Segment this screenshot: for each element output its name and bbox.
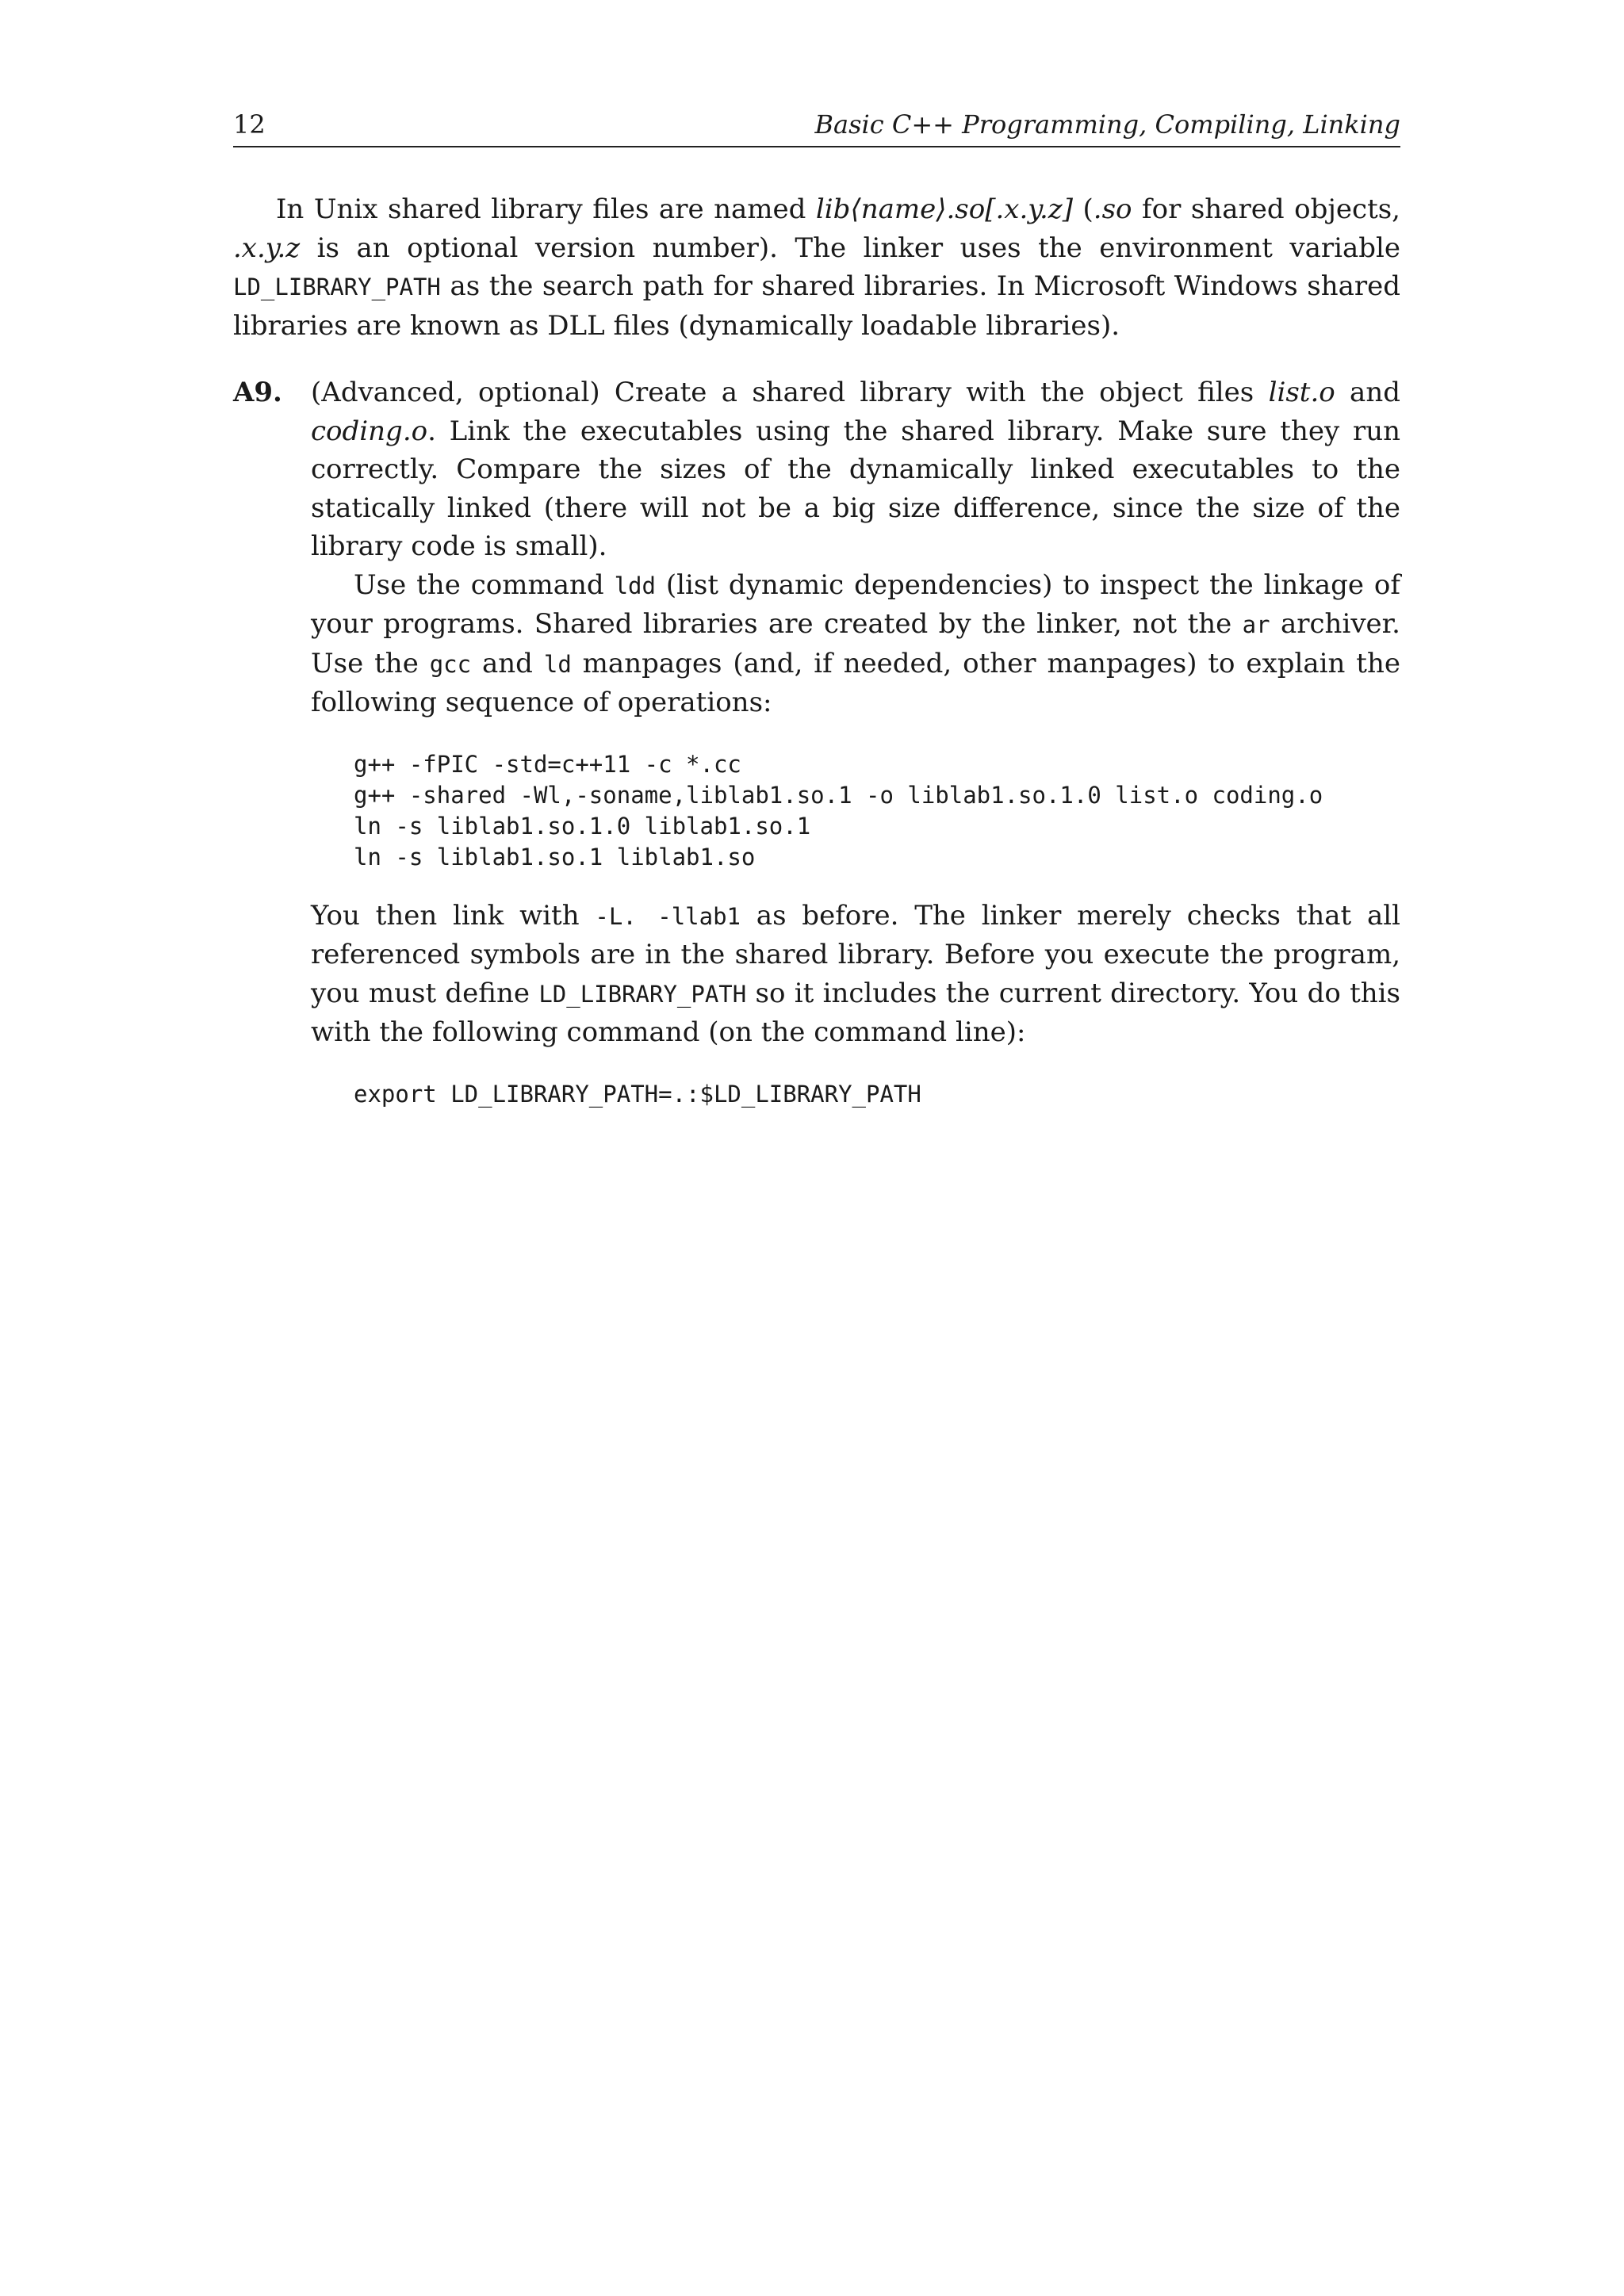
ld-code: ld	[543, 650, 572, 678]
lib-suffix: .so[.x.y.z]	[946, 193, 1073, 225]
lib-name: lib	[815, 193, 851, 225]
text-run: is an optional version number). The linker uses the environment variable	[300, 232, 1400, 264]
text-run: as before. The linker merely checks that all referenced symbols are in the shared library. Before you execute the program, you must define	[311, 899, 1400, 1009]
text-run: manpages (and, if needed, other manpages) to explain the following sequence of operations:	[311, 647, 1400, 718]
intro-paragraph	[233, 190, 1400, 345]
exercise-a9	[233, 373, 1400, 1134]
version-suffix: .x.y.z	[233, 232, 301, 264]
ar-code: ar	[1242, 611, 1270, 638]
so-extension: .so	[1093, 193, 1132, 225]
text-run: and	[471, 647, 544, 679]
text-run: so it includes the current directory. You do this with the following command (on the command line):	[311, 977, 1400, 1048]
file-list-o: list.o	[1268, 377, 1335, 408]
text-run: archiver. Use the	[311, 608, 1400, 679]
page-content	[233, 190, 1400, 1134]
text-run: for shared objects,	[1132, 193, 1400, 225]
text-run: You then link with	[311, 899, 596, 932]
ldd-code: ldd	[614, 572, 656, 599]
text-run: as the search path for shared libraries. In Microsoft Windows shared libraries are known as DLL files (dynamically loadable libraries).	[233, 270, 1400, 342]
env-var-code: LD_LIBRARY_PATH	[538, 980, 747, 1008]
link-flags-code: -L. -llab1	[595, 902, 741, 930]
exercise-paragraph-3	[311, 897, 1400, 1052]
exercise-label: A9.	[233, 377, 282, 408]
file-coding-o: coding.o	[311, 415, 428, 447]
text-run: (	[1072, 193, 1094, 225]
text-run: Use the command	[354, 568, 615, 601]
code-block-export: export LD_LIBRARY_PATH=.:$LD_LIBRARY_PATH	[354, 1080, 921, 1108]
text-run: and	[1335, 377, 1400, 408]
text-run: . Link the executables using the shared library. Make sure they run correctly. Compare the sizes of the dynamically linked executables to the statically linked (there will not be a big size difference, since the size of the library code is small).	[311, 415, 1400, 562]
running-title: Basic C++ Programming, Compiling, Linking	[814, 109, 1400, 140]
env-var-code: LD_LIBRARY_PATH	[233, 274, 441, 300]
text-run: (list dynamic dependencies) to inspect the linkage of your programs. Shared libraries are created by the linker, not the	[311, 568, 1400, 640]
page-header	[233, 109, 1400, 147]
page-number: 12	[233, 109, 266, 140]
name-placeholder: ⟨name⟩	[850, 193, 947, 225]
text-run: In Unix shared library files are named	[276, 193, 816, 225]
text-run: (Advanced, optional) Create a shared library with the object files	[311, 377, 1269, 408]
code-block-build: g++ -fPIC -std=c++11 -c *.cc g++ -shared -Wl,-soname,liblab1.so.1 -o liblab1.so.1.0 list.o coding.o ln -s liblab1.so.1.0 liblab1.so.1 ln -s liblab1.so.1 liblab1.so	[354, 750, 1323, 871]
exercise-paragraph-1	[311, 373, 1400, 566]
exercise-paragraph-2	[311, 566, 1400, 722]
gcc-code: gcc	[429, 650, 472, 678]
exercise-body	[311, 373, 1400, 1134]
